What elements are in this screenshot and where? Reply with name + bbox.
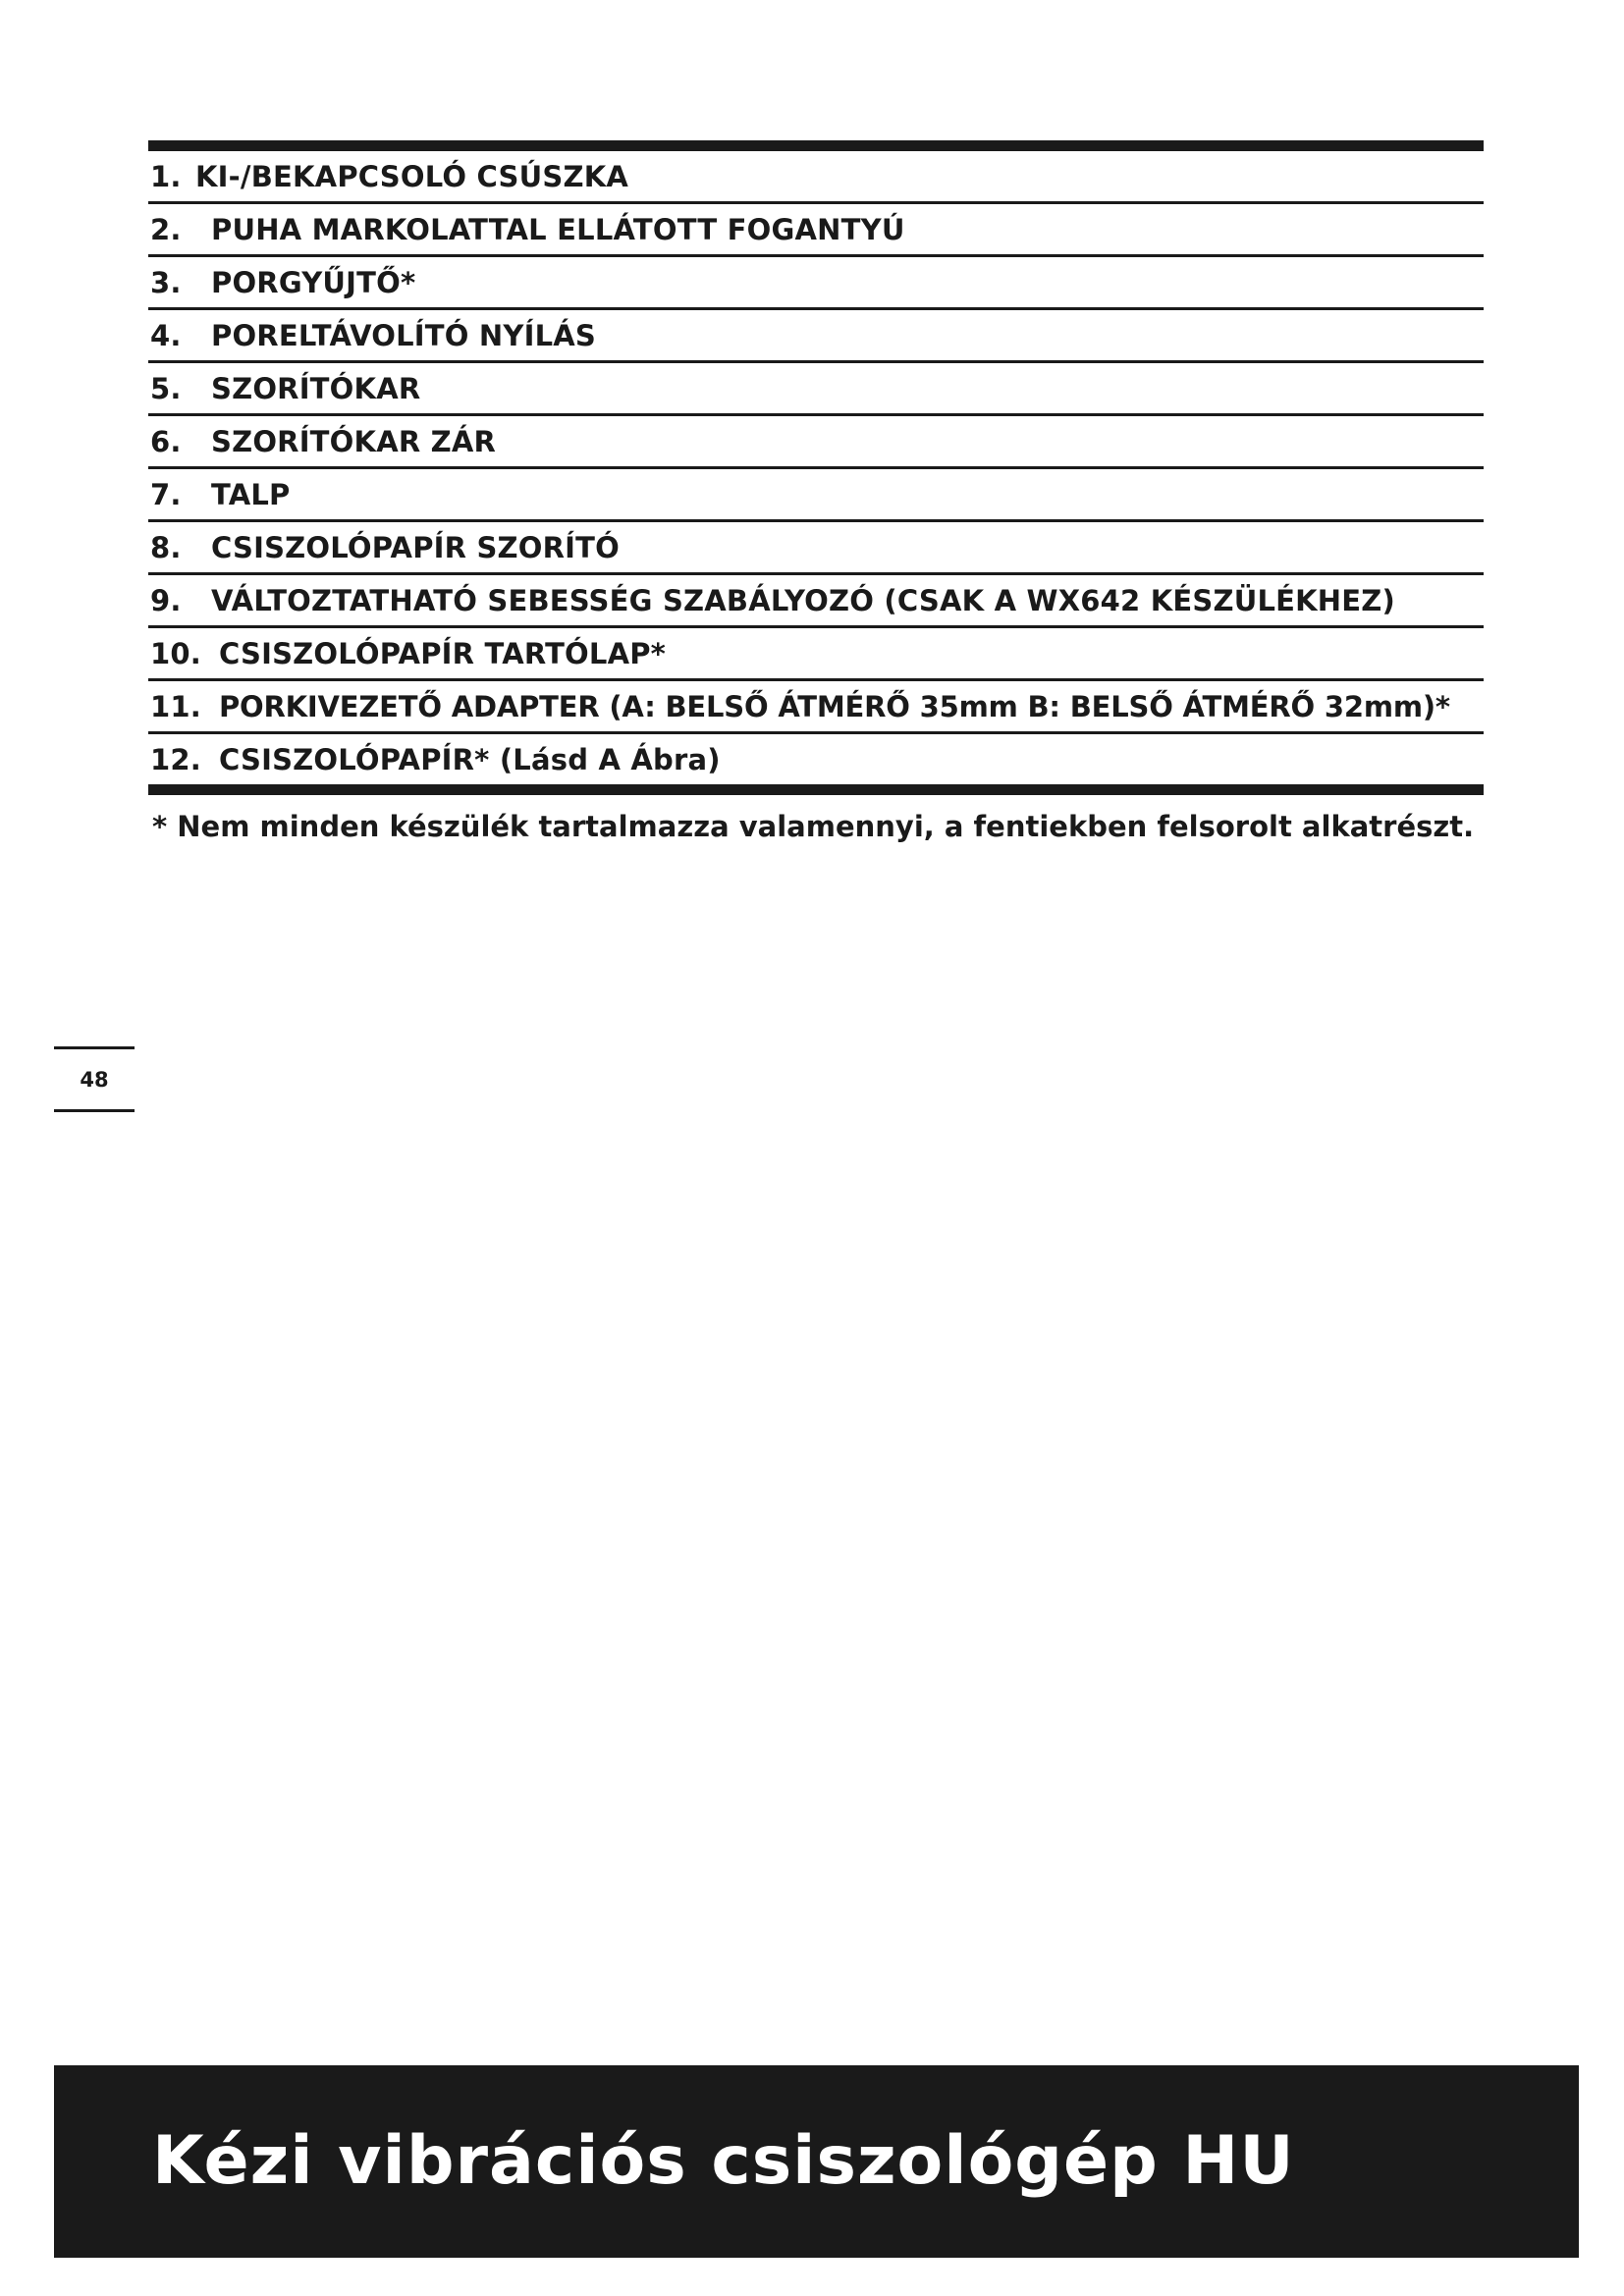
page-number-box bbox=[54, 1046, 135, 1112]
item-number: 7. bbox=[150, 477, 182, 511]
parts-list-item-1 bbox=[148, 151, 1484, 204]
item-number: 10. bbox=[150, 636, 201, 670]
item-label: CSISZOLÓPAPÍR* (Lásd A Ábra) bbox=[219, 742, 721, 776]
parts-list-item-9 bbox=[148, 575, 1484, 628]
item-label: CSISZOLÓPAPÍR TARTÓLAP* bbox=[219, 636, 667, 670]
page-number: 48 bbox=[80, 1067, 109, 1092]
item-number: 8. bbox=[150, 530, 182, 564]
item-number: 9. bbox=[150, 583, 182, 617]
parts-list-item-2 bbox=[148, 204, 1484, 257]
parts-list-item-11 bbox=[148, 681, 1484, 734]
parts-list-bottom-rule bbox=[148, 784, 1484, 795]
parts-list-item-6 bbox=[148, 416, 1484, 469]
item-label: SZORÍTÓKAR bbox=[211, 371, 421, 405]
item-number: 6. bbox=[150, 424, 182, 458]
item-label: SZORÍTÓKAR ZÁR bbox=[211, 424, 497, 458]
item-label: CSISZOLÓPAPÍR SZORÍTÓ bbox=[211, 530, 620, 564]
footer-title-band bbox=[54, 2065, 1579, 2258]
parts-list-item-12 bbox=[148, 734, 1484, 784]
item-number: 1. bbox=[150, 159, 182, 193]
item-number: 12. bbox=[150, 742, 201, 776]
item-number: 4. bbox=[150, 318, 182, 352]
parts-list-item-3 bbox=[148, 257, 1484, 310]
parts-list-item-7 bbox=[148, 469, 1484, 522]
parts-list-item-8 bbox=[148, 522, 1484, 575]
item-label: TALP bbox=[211, 477, 291, 511]
item-number: 2. bbox=[150, 212, 182, 246]
item-number: 5. bbox=[150, 371, 182, 405]
item-label: PUHA MARKOLATTAL ELLÁTOTT FOGANTYÚ bbox=[211, 212, 905, 246]
item-label: PORGYŰJTŐ* bbox=[211, 265, 416, 299]
footnote: * Nem minden készülék tartalmazza valamennyi, a fentiekben felsorolt alkatrészt. bbox=[152, 810, 1475, 843]
item-label: PORKIVEZETŐ ADAPTER (A: BELSŐ ÁTMÉRŐ 35mm B: BELSŐ ÁTMÉRŐ 32mm)* bbox=[219, 689, 1450, 723]
item-label: PORELTÁVOLÍTÓ NYÍLÁS bbox=[211, 318, 596, 352]
item-label: VÁLTOZTATHATÓ SEBESSÉG SZABÁLYOZÓ (CSAK A WX642 KÉSZÜLÉKHEZ) bbox=[211, 583, 1395, 617]
item-label: KI-/BEKAPCSOLÓ CSÚSZKA bbox=[195, 159, 629, 193]
parts-list-item-5 bbox=[148, 363, 1484, 416]
item-number: 3. bbox=[150, 265, 182, 299]
parts-list-item-4 bbox=[148, 310, 1484, 363]
parts-list-item-10 bbox=[148, 628, 1484, 681]
footer-title: Kézi vibrációs csiszológép HU bbox=[152, 2122, 1295, 2200]
item-number: 11. bbox=[150, 689, 201, 723]
parts-list bbox=[148, 140, 1484, 795]
parts-list-top-rule bbox=[148, 140, 1484, 151]
